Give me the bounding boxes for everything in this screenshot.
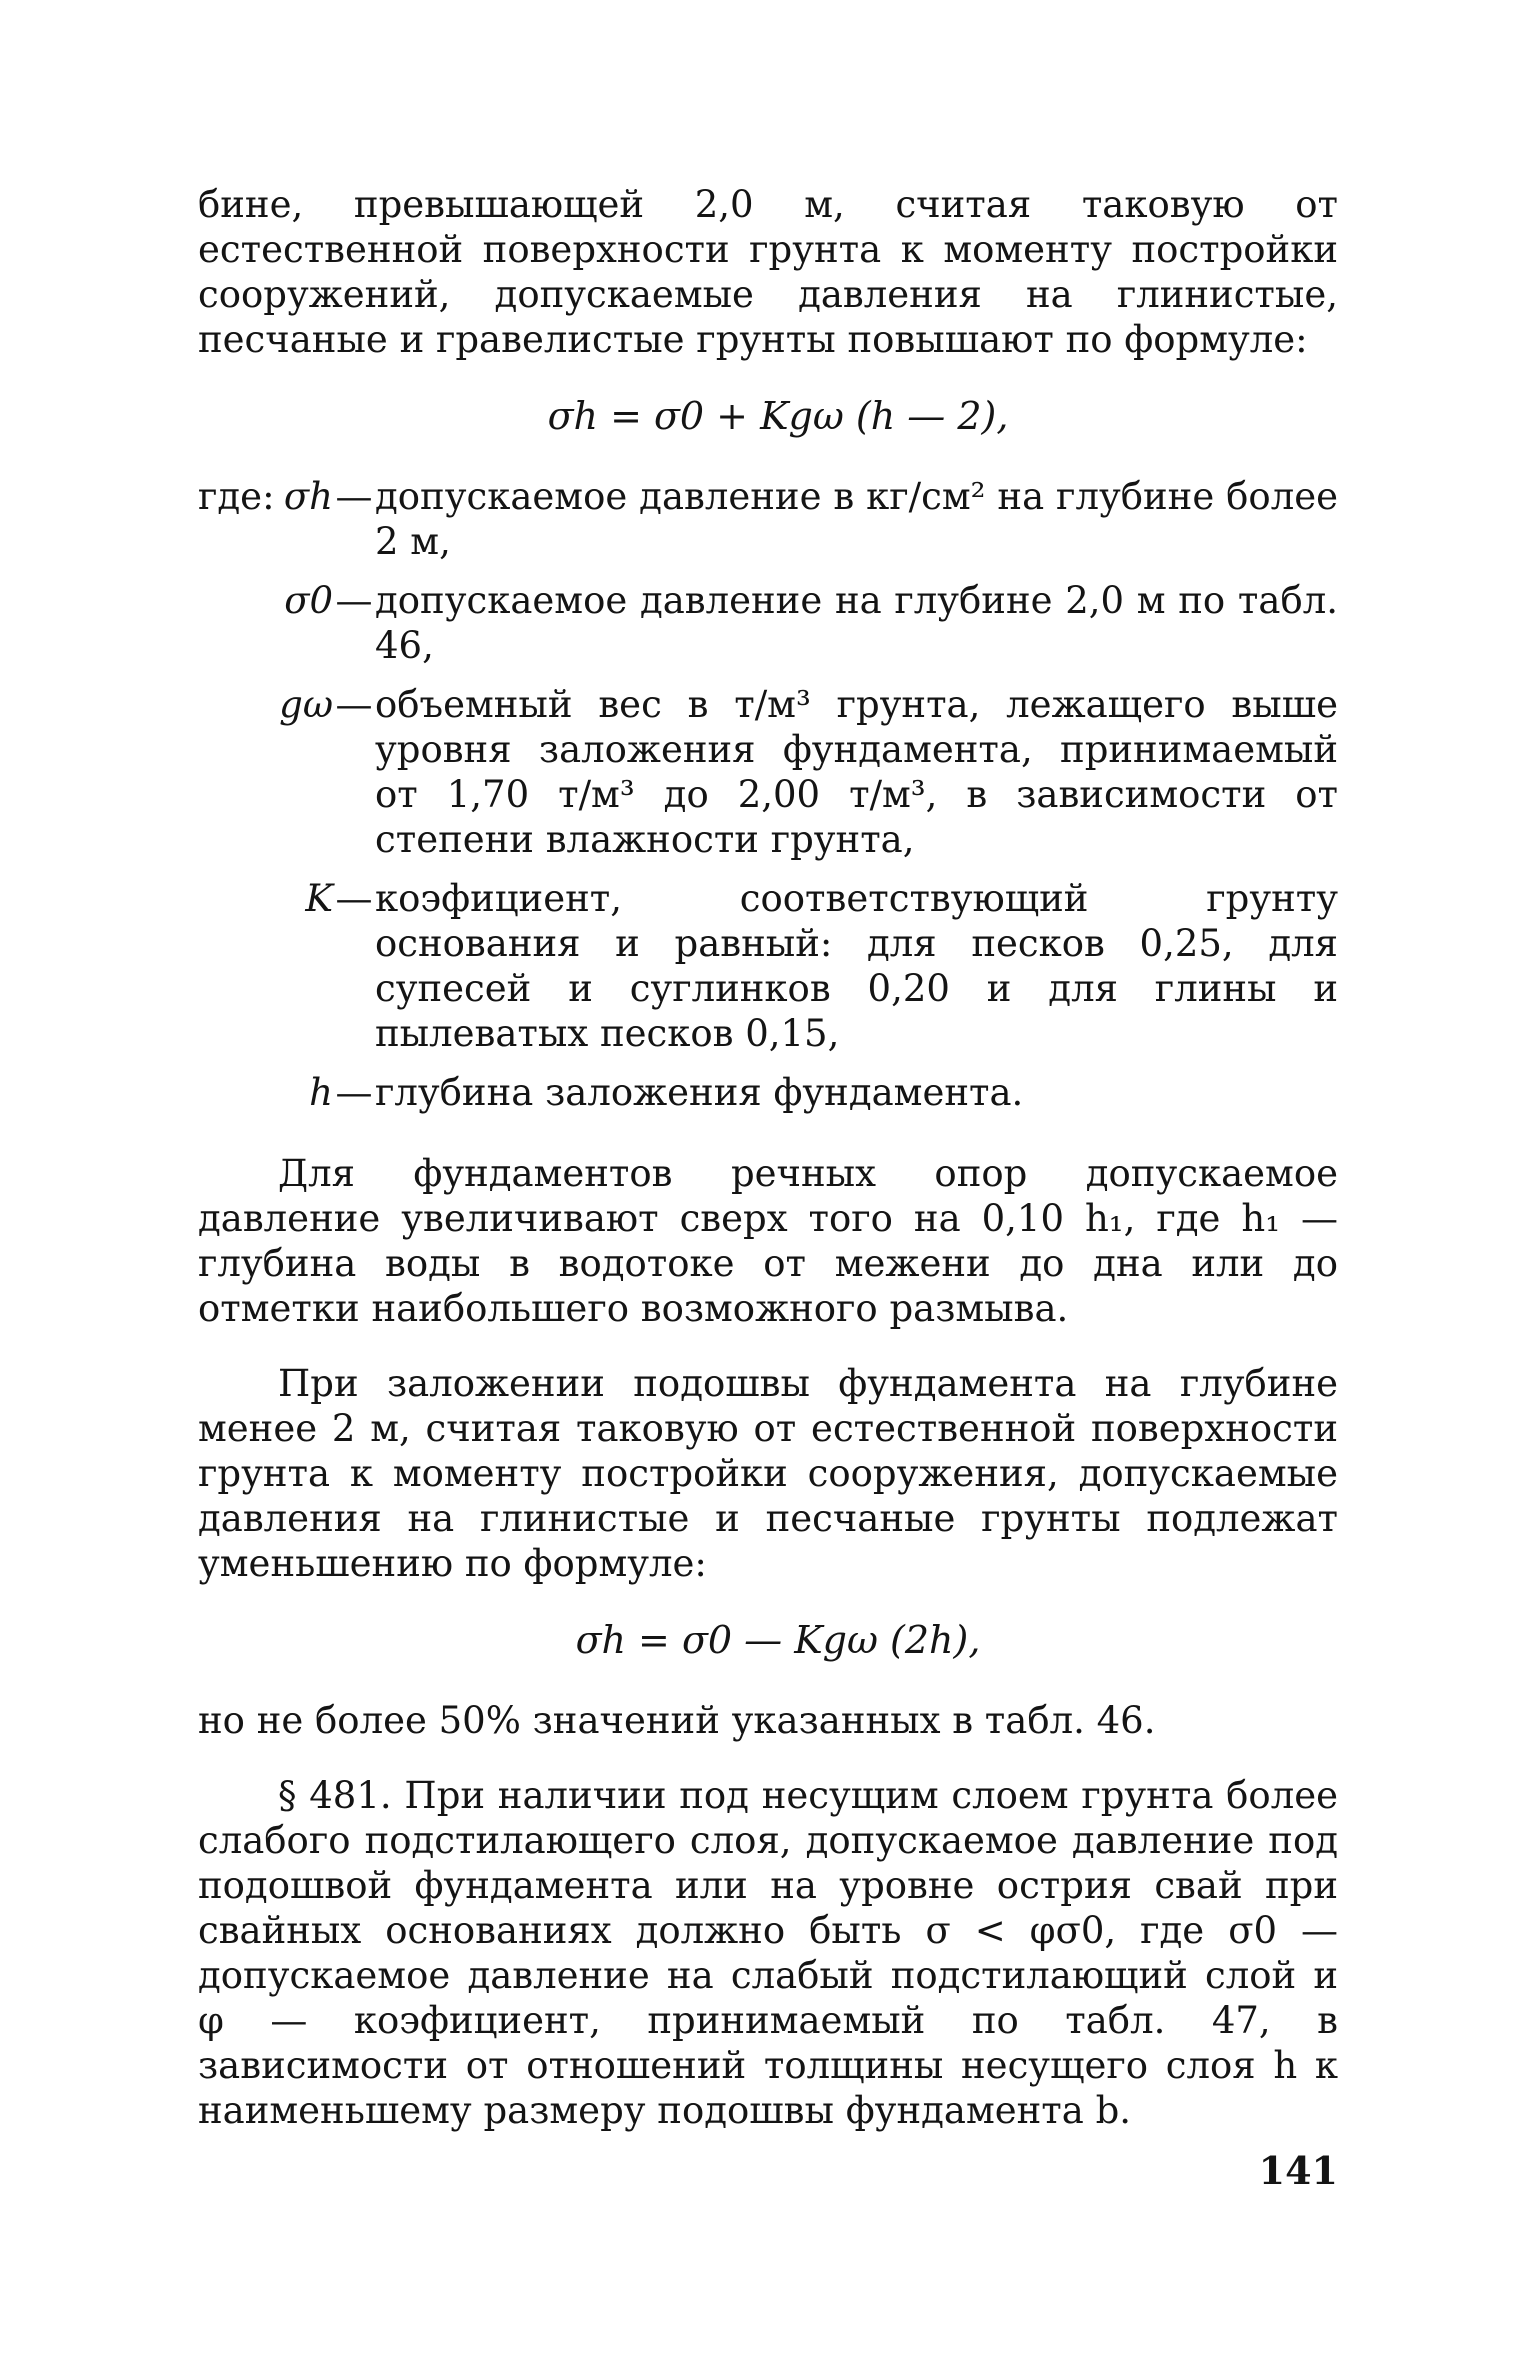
definition-item bbox=[198, 578, 1338, 668]
definition-item bbox=[198, 876, 1338, 1056]
river-supports-paragraph: Для фундаментов речных опор допускаемое давление увеличивают сверх того на 0,10 h₁, где h₁ — глубина воды в водотоке от межени до дна или до отметки наибольшего возможного размыва. bbox=[198, 1152, 1338, 1330]
section-481-paragraph: § 481. При наличии под несущим слоем грунта более слабого подстилающего слоя, допускаемое давление под подошвой фундамента или на уровне острия свай при свайных основаниях должно быть σ < φσ0, где σ0 — допускаемое давление на слабый подстилающий слой и φ — коэфициент, принимаемый по табл. 47, в зависимости от отношений толщины несущего слоя h к наименьшему размеру подошвы фундамента b. bbox=[198, 1774, 1338, 2132]
intro-paragraph: бине, превышающей 2,0 м, считая таковую от естественной поверхности грунта к моменту постройки сооружений, допускаемые давления на глинистые, песчаные и гравелистые грунты повышают по формуле: bbox=[198, 183, 1338, 361]
where-label: где: bbox=[198, 475, 275, 518]
definitions-list bbox=[198, 474, 1338, 1115]
definition-symbol: σ0 bbox=[284, 579, 333, 622]
definition-dash: — bbox=[335, 579, 373, 622]
definition-text: глубина заложения фундамента. bbox=[375, 1071, 1024, 1114]
definition-text: допускаемое давление на глубине 2,0 м по табл. 46, bbox=[375, 579, 1338, 667]
definition-dash: — bbox=[335, 683, 373, 726]
shallow-foundation-paragraph: При заложении подошвы фундамента на глубине менее 2 м, считая таковую от естественной поверхности грунта к моменту постройки сооружения, допускаемые давления на глинистые и песчаные грунты подлежат уменьшению по формуле: bbox=[198, 1362, 1338, 1585]
definition-text: допускаемое давление в кг/см² на глубине более 2 м, bbox=[375, 475, 1338, 563]
page-number: 141 bbox=[1258, 2148, 1338, 2193]
definition-dash: — bbox=[335, 877, 373, 920]
definition-dash: — bbox=[335, 1071, 373, 1114]
definition-symbol: gω bbox=[279, 683, 333, 726]
definition-item bbox=[198, 474, 1338, 564]
definition-dash: — bbox=[335, 475, 373, 518]
definition-item bbox=[198, 682, 1338, 862]
formula-decrease: σh = σ0 — Kgω (2h), bbox=[575, 1618, 981, 1662]
definition-symbol: K bbox=[305, 877, 333, 920]
definition-symbol: h bbox=[309, 1071, 333, 1114]
definition-text: коэфициент, соответствующий грунту основания и равный: для песков 0,25, для супесей и суглинков 0,20 и для глины и пылеватых песков 0,15, bbox=[375, 877, 1338, 1055]
definition-symbol: σh bbox=[283, 475, 333, 518]
definition-item bbox=[198, 1070, 1338, 1115]
formula-increase: σh = σ0 + Kgω (h — 2), bbox=[547, 394, 1009, 438]
definition-text: объемный вес в т/м³ грунта, лежащего выше уровня заложения фундамента, принимаемый от 1,70 т/м³ до 2,00 т/м³, в зависимости от степени влажности грунта, bbox=[375, 683, 1338, 861]
limit-paragraph: но не более 50% значений указанных в табл. 46. bbox=[198, 1699, 1156, 1742]
